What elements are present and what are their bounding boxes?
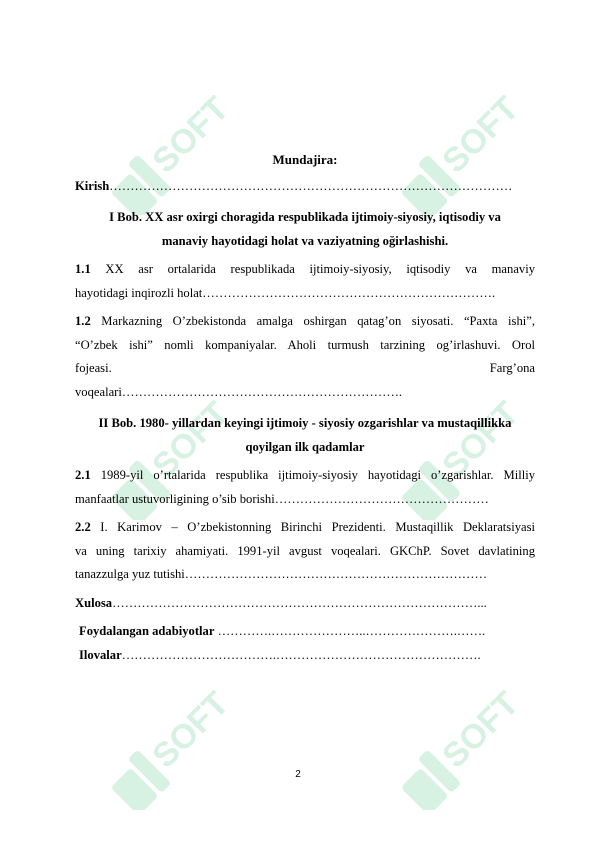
section-text: va uning tarixiy ahamiyati. 1991-yil avgust voqealari. GKChP. Sovet davlatining (75, 543, 535, 558)
page-number: 2 (295, 769, 301, 780)
toc-entry-label: Ilovalar (79, 647, 122, 662)
toc-title: Mundajira: (272, 152, 338, 167)
watermark-text: SOFT (145, 690, 237, 776)
toc-leader: ……………………………………………………………………………... (112, 595, 487, 610)
toc-entry-kirish (75, 175, 535, 199)
toc-entry-label: Xulosa (75, 595, 113, 610)
chapter-title-line: I Bob. XX asr oxirgi choragida respublikada ijtimoiy-siyosiy, iqtisodiy va (109, 210, 501, 224)
watermark-text: SOFT (435, 690, 527, 776)
watermark-text: SOFT (435, 95, 527, 181)
toc-entry-2-2 (75, 516, 535, 587)
section-text: XX asr ortalarida respublikada ijtimoiy-siyosiy, iqtisodiy va manaviy (90, 262, 535, 276)
toc-entry-ilovalar (75, 644, 535, 668)
toc-entry-2-1 (75, 464, 535, 511)
section-text: voqealari…………………………………………………………. (75, 384, 403, 399)
section-number: 2.2 (75, 520, 91, 534)
toc-entry-adabiyotlar (75, 620, 535, 644)
toc-chapter-1 (75, 205, 535, 253)
section-text: fojeasi. (75, 361, 112, 375)
section-number: 1.2 (75, 314, 91, 328)
toc-entry-xulosa (75, 592, 535, 616)
section-text: Farg’ona (489, 361, 535, 375)
toc-entry-label: Foydalangan adabiyotlar (79, 624, 215, 638)
watermark-text: SOFT (145, 400, 237, 486)
toc-entry-label: Kirish (75, 178, 110, 193)
chapter-title-line: II Bob. 1980- yillardan keyingi ijtimoiy - siyosiy ozgarishlar va mustaqillikka (98, 416, 512, 430)
toc-leader: ……………………………….…………………………………………. (121, 647, 481, 662)
chapter-title-line: manaviy hayotidagi holat va vaziyatning oğirlashishi. (161, 234, 449, 248)
section-number: 2.1 (75, 468, 91, 482)
toc-leader: ………….…………………..………………….……. (214, 624, 486, 638)
table-of-contents (75, 148, 535, 667)
section-text: 1989-yil o’rtalarida respublika ijtimoiy-siyosiy hayotidagi o’zgarishlar. Milliy (90, 468, 535, 482)
toc-leader: …………………………………………………………………………………… (109, 178, 513, 193)
section-text: manfaatlar ustuvorligining o’sib borishi…………………………………………… (75, 491, 489, 506)
section-text: “O’zbek ishi” nomli kompaniyalar. Aholi turmush tarzining og’irlashuvi. Orol (75, 337, 535, 352)
section-number: 1.1 (75, 262, 91, 276)
watermark-logo (370, 690, 540, 810)
watermark-text: SOFT (145, 95, 237, 181)
section-text: hayotidagi inqirozli holat……………………………………………………………. (75, 285, 496, 300)
section-text: Markazning O’zbekistonda amalga oshirgan qatag’on siyosati. “Paxta ishi”, (90, 314, 535, 328)
toc-chapter-2 (75, 411, 535, 459)
watermark-text: SOFT (435, 400, 527, 486)
toc-entry-1-1 (75, 258, 535, 305)
watermark-logo (80, 690, 250, 810)
section-text: I. Karimov – O’zbekistonning Birinchi Prezidenti. Mustaqillik Deklaratsiyasi (90, 520, 535, 534)
chapter-title-line: qoyilgan ilk qadamlar (245, 440, 365, 454)
section-text: tanazzulga yuz tutishi……………………………………………………………… (75, 567, 488, 581)
toc-entry-1-2 (75, 310, 535, 404)
